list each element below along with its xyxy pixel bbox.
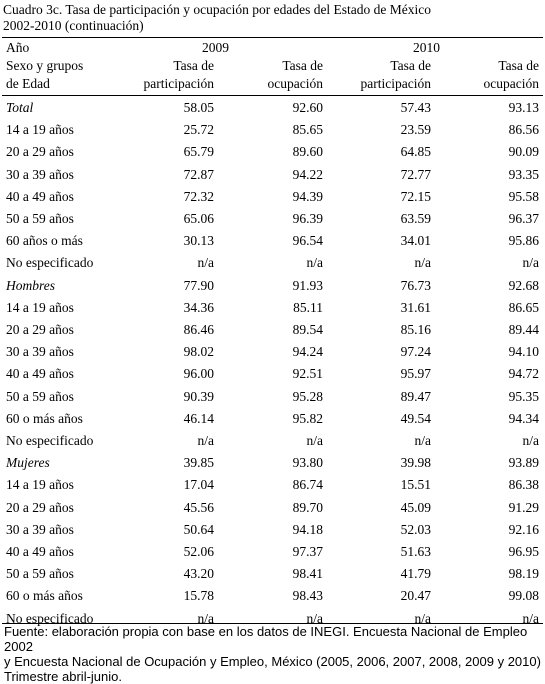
row-value: n/a	[522, 610, 539, 626]
row-value: 58.05	[183, 100, 214, 115]
row-value: 45.09	[400, 499, 431, 515]
row-value: 95.86	[508, 233, 539, 249]
table-row	[0, 386, 545, 408]
table-row	[0, 519, 545, 541]
table-row	[0, 497, 545, 519]
row-value: 94.39	[292, 188, 323, 204]
header-c3-tasa: Tasa de	[390, 58, 431, 73]
table-row	[0, 275, 545, 297]
table-row	[0, 541, 545, 563]
row-value: n/a	[306, 610, 323, 626]
table-row	[0, 408, 545, 430]
row-value: 25.72	[183, 122, 214, 138]
table-row	[0, 585, 545, 607]
row-value: 64.85	[400, 144, 431, 160]
row-value: 52.06	[183, 544, 214, 559]
row-value: 65.79	[183, 144, 214, 160]
table-row	[0, 452, 545, 474]
table-row	[0, 141, 545, 163]
row-value: 92.68	[508, 277, 539, 293]
row-label: 50 a 59 años	[6, 566, 74, 582]
table-row	[0, 252, 545, 274]
header-c3-participacion: participación	[360, 76, 431, 91]
row-value: 95.97	[400, 366, 431, 382]
row-value: 85.65	[292, 122, 323, 138]
row-label: 50 a 59 años	[6, 211, 74, 226]
row-label: Total	[6, 100, 34, 115]
row-value: 86.65	[508, 299, 539, 315]
row-value: 57.43	[400, 100, 431, 115]
row-value: n/a	[414, 610, 431, 626]
row-value: 95.58	[508, 188, 539, 204]
row-value: 98.19	[508, 566, 539, 582]
row-value: 94.34	[508, 410, 539, 426]
row-value: 17.04	[183, 477, 214, 493]
row-value: 91.93	[292, 277, 323, 293]
row-value: 86.56	[508, 122, 539, 138]
row-value: 96.00	[183, 366, 214, 382]
header-c4-tasa: Tasa de	[498, 58, 539, 73]
row-value: 98.02	[183, 344, 214, 360]
table-row	[0, 363, 545, 385]
row-value: 97.37	[292, 544, 323, 559]
row-value: 39.85	[183, 455, 214, 471]
row-value: 65.06	[183, 211, 214, 226]
row-value: 72.87	[183, 166, 214, 182]
row-label: 14 a 19 años	[6, 477, 74, 493]
row-value: 89.70	[292, 499, 323, 515]
row-label: 30 a 39 años	[6, 166, 74, 182]
header-year-2009: 2009	[202, 40, 229, 55]
row-value: 93.13	[508, 100, 539, 115]
row-label: No especificado	[6, 255, 94, 271]
row-value: 95.28	[292, 388, 323, 404]
row-label: 40 a 49 años	[6, 544, 74, 559]
row-label: 60 años o más	[6, 233, 83, 249]
row-label: 40 a 49 años	[6, 188, 74, 204]
row-value: 91.29	[508, 499, 539, 515]
header-label-ano: Año	[6, 40, 30, 55]
table-row	[0, 430, 545, 452]
table-row	[0, 341, 545, 363]
header-label-edad: de Edad	[6, 76, 50, 91]
row-value: 30.13	[183, 233, 214, 249]
table-row	[0, 164, 545, 186]
row-value: 96.37	[508, 211, 539, 226]
header-rule	[2, 95, 543, 96]
table-row	[0, 474, 545, 496]
table-row	[0, 208, 545, 230]
row-value: 77.90	[183, 277, 214, 293]
row-value: n/a	[197, 610, 214, 626]
row-value: 46.14	[183, 410, 214, 426]
row-value: 34.01	[400, 233, 431, 249]
table-row	[0, 186, 545, 208]
row-label: No especificado	[6, 610, 94, 626]
row-value: 72.77	[400, 166, 431, 182]
header-c2-ocupacion: ocupación	[267, 76, 323, 91]
row-value: 31.61	[400, 299, 431, 315]
row-value: 95.35	[508, 388, 539, 404]
header-label-sexo: Sexo y grupos	[6, 58, 84, 73]
row-value: 45.56	[183, 499, 214, 515]
row-value: 92.51	[292, 366, 323, 382]
row-value: 85.11	[293, 299, 323, 315]
row-value: 39.98	[400, 455, 431, 471]
top-rule	[2, 37, 543, 38]
row-value: n/a	[197, 433, 214, 448]
row-value: 72.15	[400, 188, 431, 204]
row-label: Hombres	[6, 277, 55, 293]
row-value: 51.63	[400, 544, 431, 559]
title-line-2: 2002-2010 (continuación)	[3, 18, 144, 33]
row-value: n/a	[306, 255, 323, 271]
row-value: 49.54	[400, 410, 431, 426]
row-value: 96.95	[508, 544, 539, 559]
source-line-2: y Encuesta Nacional de Ocupación y Empleo, México (2005, 2006, 2007, 2008, 2009 y 2010)	[4, 654, 541, 669]
row-value: 99.08	[508, 588, 539, 604]
row-value: 85.16	[400, 322, 431, 337]
row-value: 23.59	[400, 122, 431, 138]
row-value: n/a	[414, 433, 431, 448]
table-row	[0, 319, 545, 341]
row-value: 72.32	[183, 188, 214, 204]
header-c2-tasa: Tasa de	[282, 58, 323, 73]
row-value: 92.16	[508, 521, 539, 537]
row-label: 14 a 19 años	[6, 299, 74, 315]
row-value: 43.20	[183, 566, 214, 582]
row-value: 15.78	[183, 588, 214, 604]
row-label: 60 o más años	[6, 588, 83, 604]
row-value: 90.09	[508, 144, 539, 160]
table-title	[3, 2, 431, 34]
row-value: 96.54	[292, 233, 323, 249]
row-label: 60 o más años	[6, 410, 83, 426]
row-value: n/a	[522, 255, 539, 271]
row-value: 90.39	[183, 388, 214, 404]
row-value: n/a	[197, 255, 214, 271]
row-value: 98.43	[292, 588, 323, 604]
row-value: 94.72	[508, 366, 539, 382]
row-label: 40 a 49 años	[6, 366, 74, 382]
table-row	[0, 230, 545, 252]
table-row	[0, 297, 545, 319]
row-value: 97.24	[400, 344, 431, 360]
row-value: 50.64	[183, 521, 214, 537]
row-label: 20 a 29 años	[6, 144, 74, 160]
row-value: 76.73	[400, 277, 431, 293]
row-label: 20 a 29 años	[6, 322, 74, 337]
row-value: 63.59	[400, 211, 431, 226]
row-value: 86.46	[183, 322, 214, 337]
row-value: n/a	[522, 433, 539, 448]
row-value: 52.03	[400, 521, 431, 537]
row-label: 30 a 39 años	[6, 344, 74, 360]
header-c1-participacion: participación	[143, 76, 214, 91]
source-line-3: Trimestre abril-junio.	[4, 669, 122, 684]
row-value: 93.35	[508, 166, 539, 182]
row-value: 93.80	[292, 455, 323, 471]
table-row	[0, 563, 545, 585]
row-value: 98.41	[292, 566, 323, 582]
row-label: 30 a 39 años	[6, 521, 74, 537]
row-value: 89.44	[508, 322, 539, 337]
row-value: 89.47	[400, 388, 431, 404]
row-label: Mujeres	[6, 455, 50, 471]
row-value: 89.54	[292, 322, 323, 337]
row-value: 93.89	[508, 455, 539, 471]
row-value: n/a	[414, 255, 431, 271]
row-value: 20.47	[400, 588, 431, 604]
row-value: 94.22	[292, 166, 323, 182]
row-value: 95.82	[292, 410, 323, 426]
row-label: 20 a 29 años	[6, 499, 74, 515]
title-line-1: Cuadro 3c. Tasa de participación y ocupación por edades del Estado de México	[3, 2, 432, 17]
row-value: 15.51	[400, 477, 431, 493]
header-year-2010: 2010	[413, 40, 440, 55]
header-c1-tasa: Tasa de	[173, 58, 214, 73]
row-value: n/a	[306, 433, 323, 448]
table-row	[0, 119, 545, 141]
row-value: 96.39	[292, 211, 323, 226]
table-row	[0, 97, 545, 119]
row-value: 92.60	[292, 100, 323, 115]
source-note	[4, 624, 544, 684]
row-value: 41.79	[400, 566, 431, 582]
source-line-1: Fuente: elaboración propia con base en los datos de INEGI. Encuesta Nacional de Empleo 2002	[4, 624, 528, 654]
row-value: 34.36	[183, 299, 214, 315]
row-value: 94.24	[292, 344, 323, 360]
row-label: No especificado	[6, 433, 94, 448]
row-value: 86.38	[508, 477, 539, 493]
row-value: 94.10	[508, 344, 539, 360]
row-label: 50 a 59 años	[6, 388, 74, 404]
row-value: 86.74	[292, 477, 323, 493]
row-value: 94.18	[292, 521, 323, 537]
row-label: 14 a 19 años	[6, 122, 74, 138]
row-value: 89.60	[292, 144, 323, 160]
header-c4-ocupacion: ocupación	[483, 76, 539, 91]
